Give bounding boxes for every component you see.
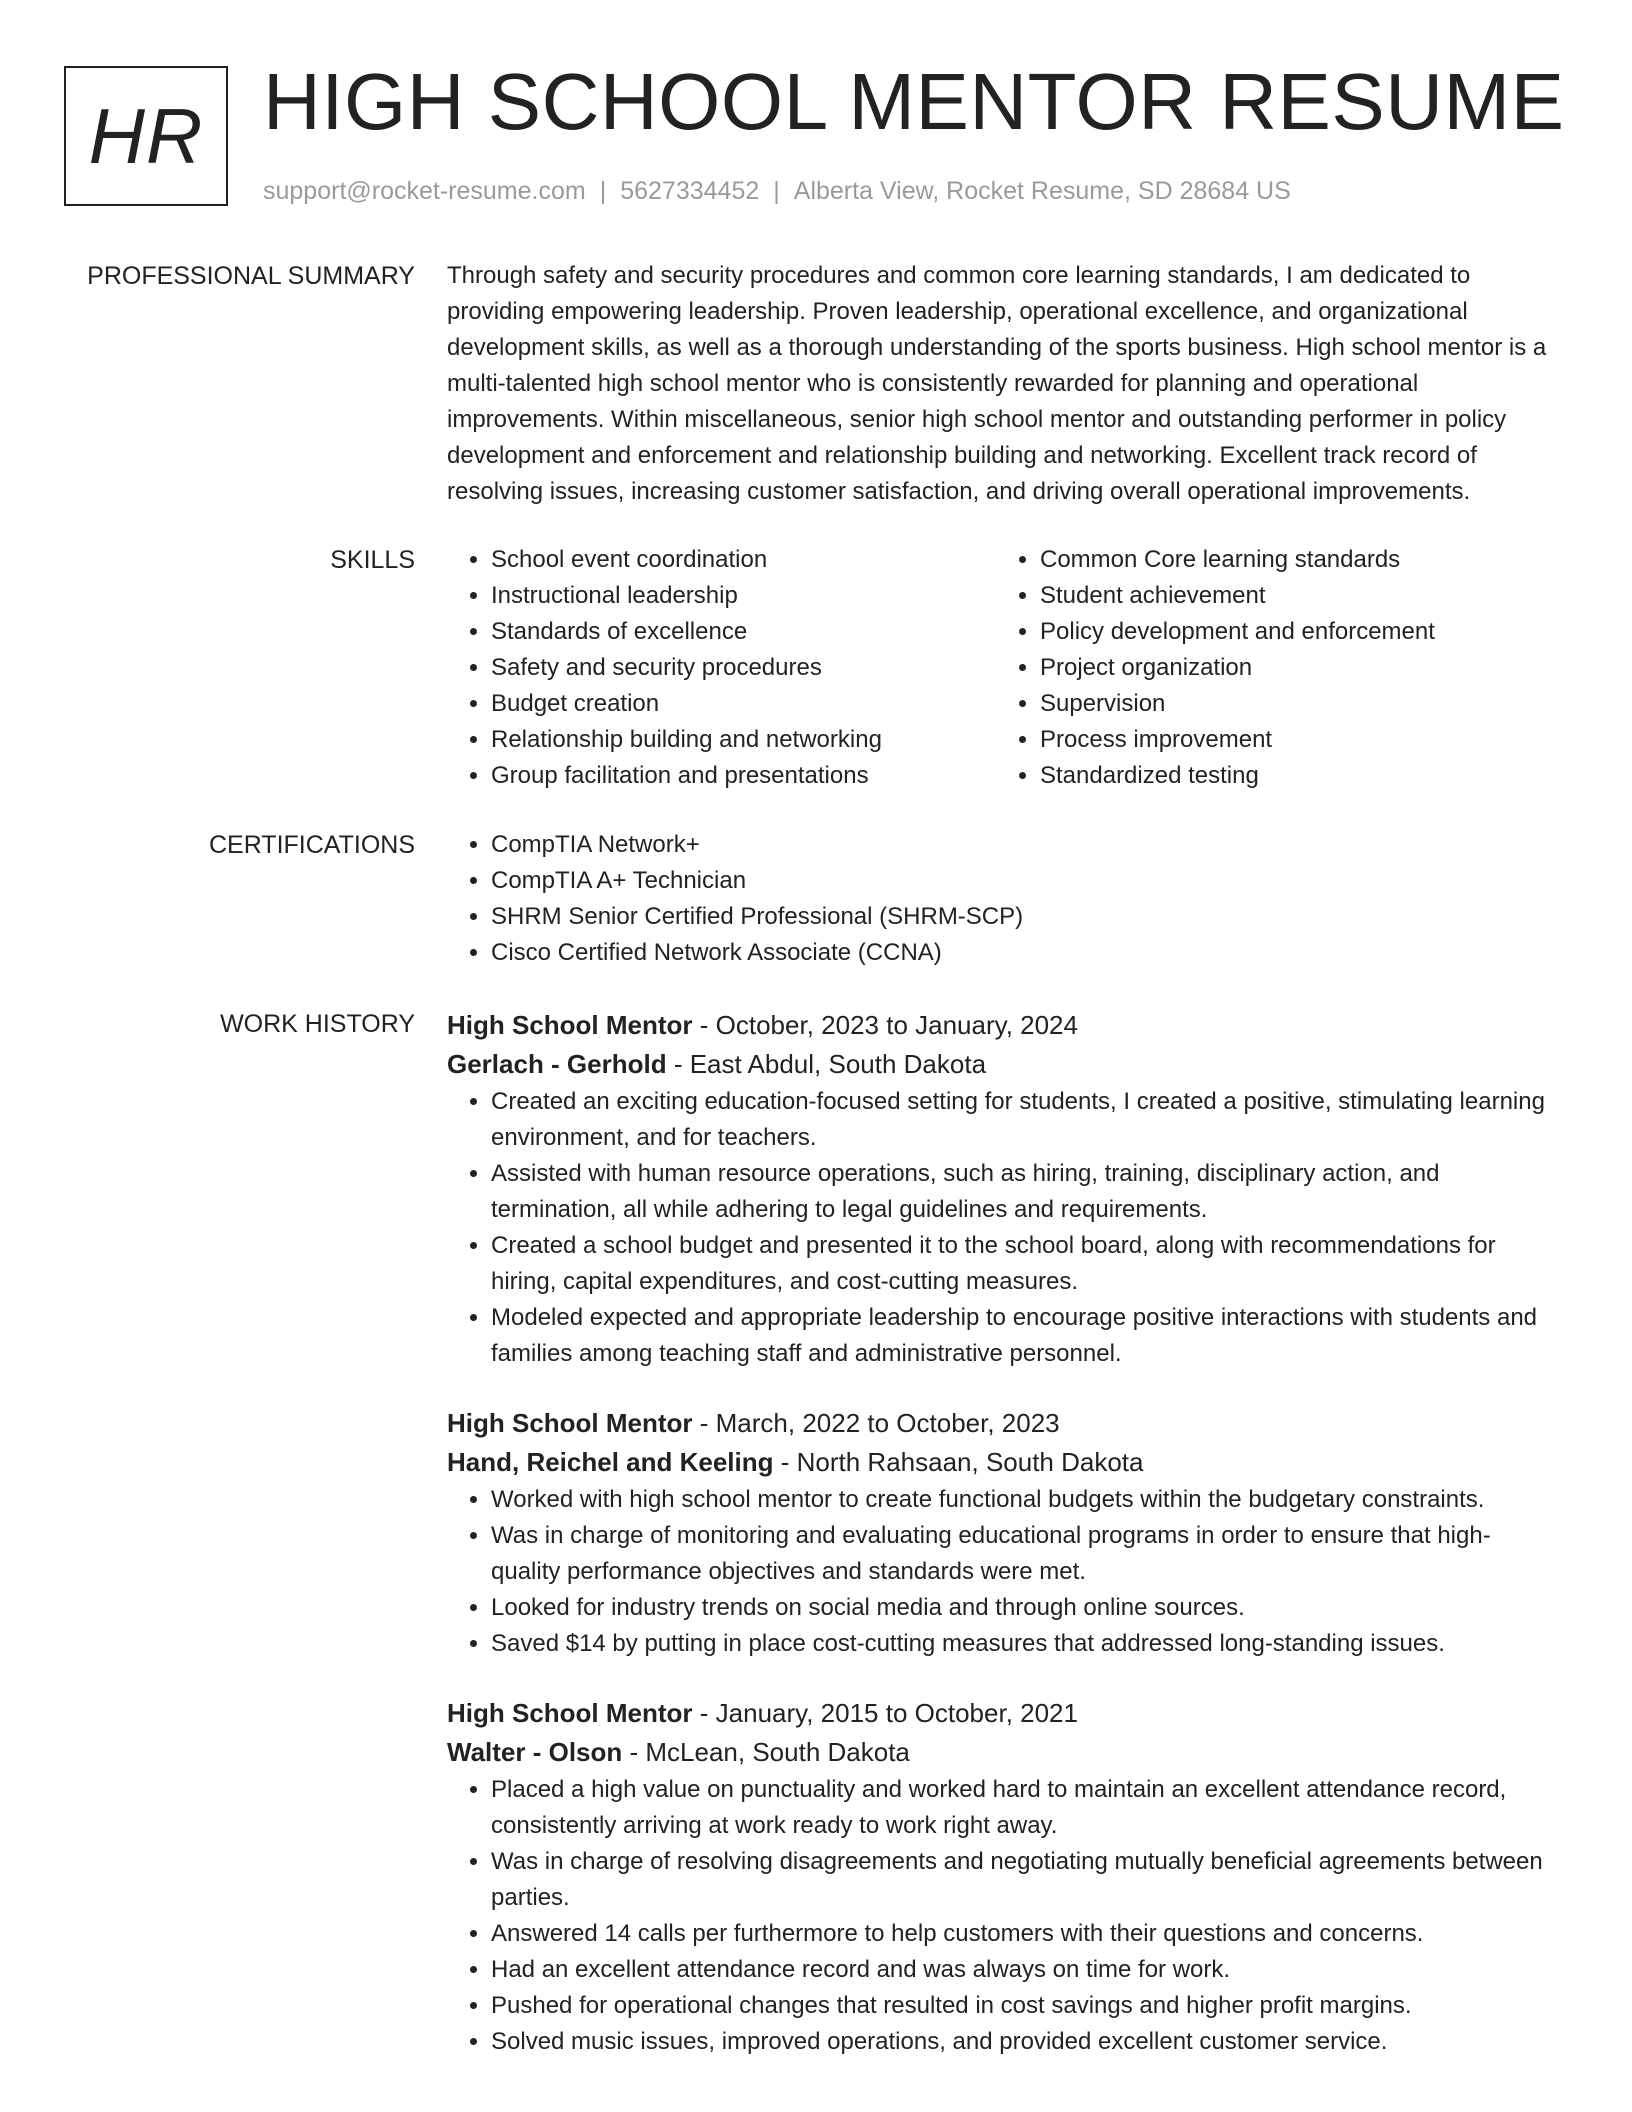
job-entry [447,1404,1557,1662]
job-company: Hand, Reichel and Keeling [447,1447,774,1477]
skill-item: • Budget creation [491,686,996,722]
job-bullets [447,1084,1557,1372]
resume-title: HIGH SCHOOL MENTOR RESUME [263,57,1565,146]
job-bullet: • Created a school budget and presented it to the school board, along with recommendations for hiring, capital expenditures, and cost-cutting measures. [491,1228,1557,1300]
job-bullet: • Had an excellent attendance record and was always on time for work. [491,1952,1557,1988]
job-bullet: • Answered 14 calls per furthermore to help customers with their questions and concerns. [491,1916,1557,1952]
job-dates: - October, 2023 to January, 2024 [692,1010,1078,1040]
job-title-line [447,1006,1557,1045]
job-title: High School Mentor [447,1408,693,1438]
section-label-summary: PROFESSIONAL SUMMARY [87,262,415,290]
job-bullets [447,1482,1557,1662]
contact-separator: | [599,177,607,205]
certification-item: • CompTIA Network+ [491,827,1557,863]
job-bullet: • Was in charge of monitoring and evaluating educational programs in order to ensure that high-quality performance objectives and standards were met. [491,1518,1557,1590]
job-bullet: • Worked with high school mentor to create functional budgets within the budgetary constraints. [491,1482,1557,1518]
job-title: High School Mentor [447,1010,693,1040]
job-bullet: • Saved $14 by putting in place cost-cutting measures that addressed long-standing issues. [491,1626,1557,1662]
skill-item: • Safety and security procedures [491,650,996,686]
skill-item: • Policy development and enforcement [1040,614,1545,650]
job-bullet: • Looked for industry trends on social media and through online sources. [491,1590,1557,1626]
monogram: HR [64,66,228,206]
contact-email[interactable]: support@rocket-resume.com [263,177,586,205]
contact-address: Alberta View, Rocket Resume, SD 28684 US [793,177,1291,205]
certification-item: • CompTIA A+ Technician [491,863,1557,899]
job-company: Walter - Olson [447,1737,623,1767]
job-company-line [447,1443,1557,1482]
skill-item: • Group facilitation and presentations [491,758,996,794]
job-dates: - January, 2015 to October, 2021 [692,1698,1078,1728]
skill-item: • School event coordination [491,542,996,578]
skill-item: • Process improvement [1040,722,1545,758]
job-title: High School Mentor [447,1698,693,1728]
job-bullets [447,1772,1557,2060]
job-company-line [447,1733,1557,1772]
skill-item: • Student achievement [1040,578,1545,614]
contact-phone[interactable]: 5627334452 [620,177,760,205]
job-entry [447,1694,1557,2060]
job-location: - North Rahsaan, South Dakota [773,1447,1144,1477]
section-label-skills: SKILLS [330,546,415,574]
job-location: - East Abdul, South Dakota [666,1049,987,1079]
job-title-line [447,1694,1557,1733]
skills-list-right [996,542,1545,794]
job-bullet: • Modeled expected and appropriate leadership to encourage positive interactions with students and families among teaching staff and administrative personnel. [491,1300,1557,1372]
job-bullet: • Created an exciting education-focused setting for students, I created a positive, stimulating learning environment, and for teachers. [491,1084,1557,1156]
job-company-line [447,1045,1557,1084]
job-bullet: • Assisted with human resource operations, such as hiring, training, disciplinary action, and termination, all while adhering to legal guidelines and requirements. [491,1156,1557,1228]
skill-item: • Supervision [1040,686,1545,722]
job-bullet: • Solved music issues, improved operations, and provided excellent customer service. [491,2024,1557,2060]
certifications-list [447,827,1557,971]
job-title-line [447,1404,1557,1443]
job-location: - McLean, South Dakota [622,1737,910,1767]
job-bullet: • Pushed for operational changes that resulted in cost savings and higher profit margins. [491,1988,1557,2024]
job-dates: - March, 2022 to October, 2023 [692,1408,1060,1438]
contact-separator: | [773,177,780,205]
section-label-certifications: CERTIFICATIONS [208,831,415,859]
skill-item: • Project organization [1040,650,1545,686]
contact-line [263,174,1291,208]
job-company: Gerlach - Gerhold [447,1049,667,1079]
job-entry [447,1006,1557,1372]
job-bullet: • Was in charge of resolving disagreements and negotiating mutually beneficial agreements between parties. [491,1844,1557,1916]
skill-item: • Relationship building and networking [491,722,996,758]
job-bullet: • Placed a high value on punctuality and worked hard to maintain an excellent attendance record, consistently arriving at work ready to work right away. [491,1772,1557,1844]
skill-item: • Common Core learning standards [1040,542,1545,578]
skill-item: • Instructional leadership [491,578,996,614]
skill-item: • Standards of excellence [491,614,996,650]
certification-item: • SHRM Senior Certified Professional (SHRM-SCP) [491,899,1557,935]
certification-item: • Cisco Certified Network Associate (CCNA) [491,935,1557,971]
section-label-work-history: WORK HISTORY [220,1010,415,1038]
skill-item: • Standardized testing [1040,758,1545,794]
summary-text: Through safety and security procedures and common core learning standards, I am dedicated to providing empowering leadership. Proven leadership, operational excellence, and organizational development skills, as well as a thorough understanding of the sports business. High school mentor is a multi-talented high school mentor who is consistently rewarded for planning and operational improvements. Within miscellaneous, senior high school mentor and outstanding performer in policy development and enforcement and relationship building and networking. Excellent track record of resolving issues, increasing customer satisfaction, and driving overall operational improvements. [447,262,1547,505]
skills-list-left [447,542,996,794]
